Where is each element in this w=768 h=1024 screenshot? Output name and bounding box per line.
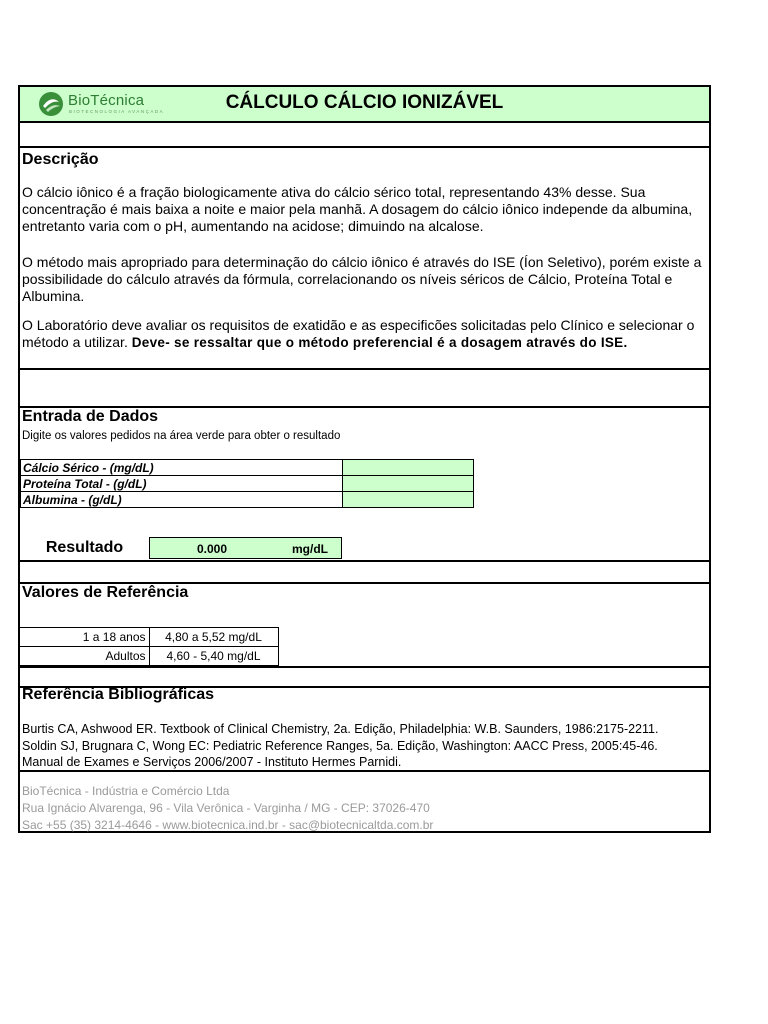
reference-range: 4,80 a 5,52 mg/dL [149,628,278,647]
paragraph-3-bold: Deve- se ressaltar que o método preferencial é a dosagem através do ISE. [131,335,628,350]
divider [20,121,709,123]
footer-address: Rua Ignácio Alvarenga, 96 - Vila Verônica - Varginha / MG - CEP: 37026-470 [22,801,430,815]
input-row-albumina [21,492,474,508]
calcio-input[interactable] [343,460,474,476]
divider [20,770,709,772]
referencia-title: Valores de Referência [22,584,189,601]
bibliografia-title: Referência Bibliográficas [22,686,215,703]
paragraph-3-normal: O Laboratório deve avaliar os requisitos de exatidão e as especificões solicitadas pelo Clínico e selecionar o método a utilizar. [22,317,695,350]
input-table [20,459,474,508]
resultado-label: Resultado [45,539,124,556]
footer-company: BioTécnica - Indústria e Comércio Ltda [22,784,230,798]
header-bar [20,87,709,121]
bibliografia-item: Soldin SJ, Brugnara C, Wong EC: Pediatric Reference Ranges, 5a. Edição, Washington: AACC Press, 2005:45-46. [22,739,658,753]
resultado-value: 0.000 [197,542,228,556]
proteina-label: Proteína Total - (g/dL) [21,476,343,492]
descricao-paragraph-1: O cálcio iônico é a fração biologicamente ativa do cálcio sérico total, representando 43% desse. Sua concentração é mais baixa a noite e maior pela manhã. A dosagem do cálcio iônico independe da albumina, entretanto varia com o pH, aumentando na acidose; dimuindo na alcalose. [22,184,693,234]
divider [20,666,709,668]
reference-row [20,628,278,647]
bibliografia-item: Burtis CA, Ashwood ER. Textbook of Clinical Chemistry, 2a. Edição, Philadelphia: W.B. Saunders, 1986:2175-2211. [22,722,659,736]
calculation-sheet [18,85,711,833]
divider [20,368,709,370]
logo-subtitle: BIOTECNOLOGIA AVANÇADA [69,109,165,114]
reference-row [20,647,278,666]
descricao-paragraph-2: O método mais apropriado para determinação do cálcio iônico é através do ISE (Íon Seletivo), porém existe a possibilidade do cálculo através da fórmula, correlacionando os níveis séricos de Cálcio, Proteína Total e Albumina. [22,254,702,304]
reference-age: 1 a 18 anos [20,628,149,647]
input-row-calcio [21,460,474,476]
bibliografia-item: Manual de Exames e Serviços 2006/2007 - Instituto Hermes Parnidi. [22,755,402,769]
reference-table [20,627,279,666]
resultado-unit: mg/dL [292,542,328,556]
entrada-instruction: Digite os valores pedidos na área verde para obter o resultado [22,430,341,442]
reference-range: 4,60 - 5,40 mg/dL [149,647,278,666]
logo-text: BioTécnica [68,92,145,109]
calcio-label: Cálcio Sérico - (mg/dL) [21,460,343,476]
divider [20,146,709,148]
entrada-title: Entrada de Dados [22,408,159,425]
divider [20,560,709,562]
input-row-proteina [21,476,474,492]
descricao-title: Descrição [22,151,99,168]
reference-age: Adultos [20,647,149,666]
page-title: CÁLCULO CÁLCIO IONIZÁVEL [225,92,504,113]
albumina-label: Albumina - (g/dL) [21,492,343,508]
proteina-input[interactable] [343,476,474,492]
descricao-paragraph-3 [22,317,712,351]
footer-contact: Sac +55 (35) 3214-4646 - www.biotecnica.ind.br - sac@biotecnicaltda.com.br [22,818,434,832]
albumina-input[interactable] [343,492,474,508]
resultado-box [149,537,342,559]
